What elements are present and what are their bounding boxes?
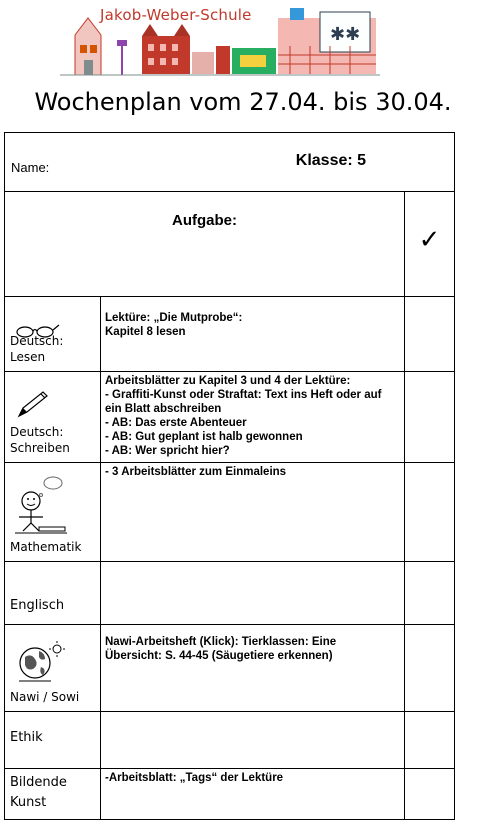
school-logo	[0, 0, 486, 80]
subject-row-deutsch-lesen	[5, 297, 455, 372]
subject-label: Deutsch: Lesen	[10, 334, 64, 364]
task-line: Lektüre: „Die Mutprobe“:	[105, 312, 243, 324]
school-name: Jakob-Weber-Schule	[100, 6, 252, 24]
subject-label-line: Kunst	[10, 795, 47, 810]
task-cell	[101, 625, 405, 712]
subject-cell	[5, 769, 101, 820]
task-cell	[101, 297, 405, 372]
task-cell	[101, 372, 405, 463]
check-cell[interactable]	[405, 372, 455, 463]
subject-label: Nawi / Sowi	[10, 690, 80, 704]
subject-label-line: Deutsch:	[10, 425, 64, 439]
task-line: -Arbeitsblatt: „Tags“ der Lektüre	[105, 772, 284, 784]
subject-cell	[5, 625, 101, 712]
subject-cell	[5, 562, 101, 625]
task-line: - AB: Gut geplant ist halb gewonnen	[105, 431, 303, 443]
check-cell[interactable]	[405, 769, 455, 820]
task-line: ein Blatt abschreiben	[105, 403, 222, 415]
subject-row-mathematik	[5, 463, 455, 562]
check-cell[interactable]	[405, 562, 455, 625]
task-line: - AB: Das erste Abenteuer	[105, 417, 247, 429]
subject-label	[10, 424, 70, 456]
task-line: Nawi-Arbeitsheft (Klick): Tierklassen: Eine	[105, 636, 337, 648]
name-label: Name:	[11, 160, 50, 175]
task-line: - Graffiti-Kunst oder Straftat: Text ins Heft oder auf	[105, 389, 382, 401]
subject-row-englisch	[5, 562, 455, 625]
subject-row-bildende-kunst	[5, 769, 455, 820]
pencil-icon	[13, 388, 53, 420]
task-cell	[101, 562, 405, 625]
task-line: Arbeitsblätter zu Kapitel 3 und 4 der Lektüre:	[105, 375, 351, 387]
subject-cell	[5, 297, 101, 372]
klasse-label: Klasse: 5	[295, 152, 367, 169]
subject-label-line: Bildende	[10, 775, 67, 790]
thinking-person-icon	[13, 473, 69, 535]
globe-icon	[13, 639, 65, 685]
page-title: Wochenplan vom 27.04. bis 30.04.	[34, 88, 452, 116]
subject-row-ethik	[5, 712, 455, 769]
task-line: - AB: Wer spricht hier?	[105, 445, 230, 457]
subject-row-nawi-sowi	[5, 625, 455, 712]
task-cell	[101, 712, 405, 769]
subject-label-line: Schreiben	[10, 441, 70, 455]
subject-cell	[5, 463, 101, 562]
subject-label: Englisch	[10, 598, 65, 613]
svg-text:✱✱: ✱✱	[330, 24, 361, 45]
task-line: - 3 Arbeitsblätter zum Einmaleins	[105, 466, 287, 478]
check-cell[interactable]	[405, 297, 455, 372]
subject-label: Mathematik	[10, 540, 82, 554]
subject-label	[10, 773, 67, 813]
checkmark-icon: ✓	[405, 192, 455, 297]
aufgabe-header: Aufgabe:	[5, 192, 405, 297]
weekly-plan-table	[4, 132, 455, 820]
subject-label: Ethik	[10, 730, 43, 745]
task-line: Kapitel 8 lesen	[105, 326, 186, 338]
task-cell	[101, 769, 405, 820]
task-line: Übersicht: S. 44-45 (Säugetiere erkennen)	[105, 650, 333, 662]
subject-cell	[5, 712, 101, 769]
task-cell	[101, 463, 405, 562]
name-row	[5, 133, 455, 192]
aufgabe-header-row	[5, 192, 455, 297]
name-cell	[5, 133, 455, 192]
check-cell[interactable]	[405, 712, 455, 769]
subject-row-deutsch-schreiben	[5, 372, 455, 463]
check-cell[interactable]	[405, 463, 455, 562]
subject-cell	[5, 372, 101, 463]
check-cell[interactable]	[405, 625, 455, 712]
